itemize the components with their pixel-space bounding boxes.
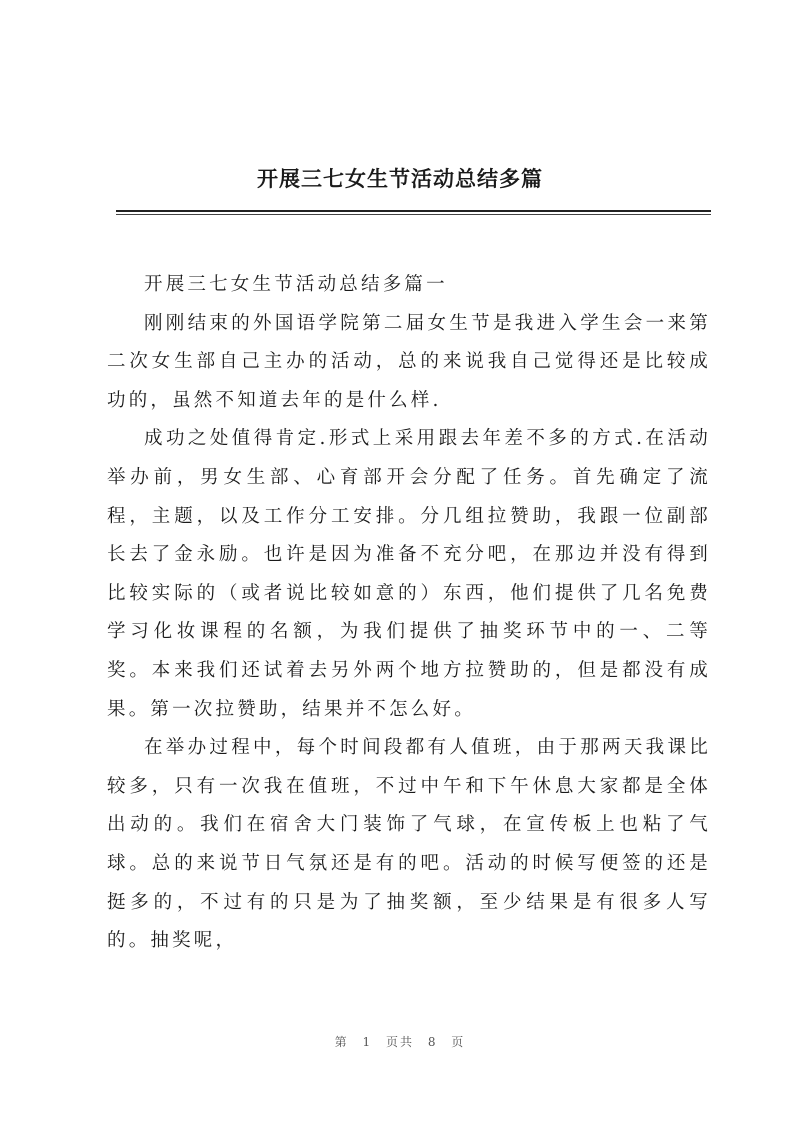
title-underline — [116, 210, 711, 212]
footer-current-page: 1 — [362, 1035, 373, 1049]
title-underline-thin — [116, 214, 711, 215]
paragraph: 刚刚结束的外国语学院第二届女生节是我进入学生会一来第二次女生部自己主办的活动，总的来说我自己觉得还是比较成功的，虽然不知道去年的是什么样. — [107, 312, 711, 411]
paragraph: 在举办过程中，每个时间段都有人值班，由于那两天我课比较多，只有一次我在值班，不过中午和下午休息大家都是全体出动的。我们在宿舍大门装饰了气球，在宣传板上也粘了气球。总的来说节日气氛还是有的吧。活动的时候写便签的还是挺多的，不过有的只是为了抽奖额，至少结果是有很多人写的。抽奖呢， — [107, 737, 711, 952]
document-title: 开展三七女生节活动总结多篇 — [257, 166, 543, 191]
footer-prefix: 第 — [334, 1035, 349, 1049]
footer-middle: 页共 — [385, 1035, 414, 1049]
section-heading: 开展三七女生节活动总结多篇一 — [144, 274, 448, 295]
footer-total-pages: 8 — [427, 1035, 438, 1049]
footer-suffix: 页 — [451, 1035, 466, 1049]
paragraph: 成功之处值得肯定.形式上采用跟去年差不多的方式.在活动举办前，男女生部、心育部开会分配了任务。首先确定了流程，主题，以及工作分工安排。分几组拉赞助，我跟一位副部长去了金永励。也许是因为准备不充分吧，在那边并没有得到比较实际的（或者说比较如意的）东西，他们提供了几名免费学习化妆课程的名额，为我们提供了抽奖环节中的一、二等奖。本来我们还试着去另外两个地方拉赞助的，但是都没有成果。第一次拉赞助，结果并不怎么好。 — [107, 428, 711, 720]
page-footer — [0, 1033, 800, 1050]
document-body — [107, 266, 711, 961]
